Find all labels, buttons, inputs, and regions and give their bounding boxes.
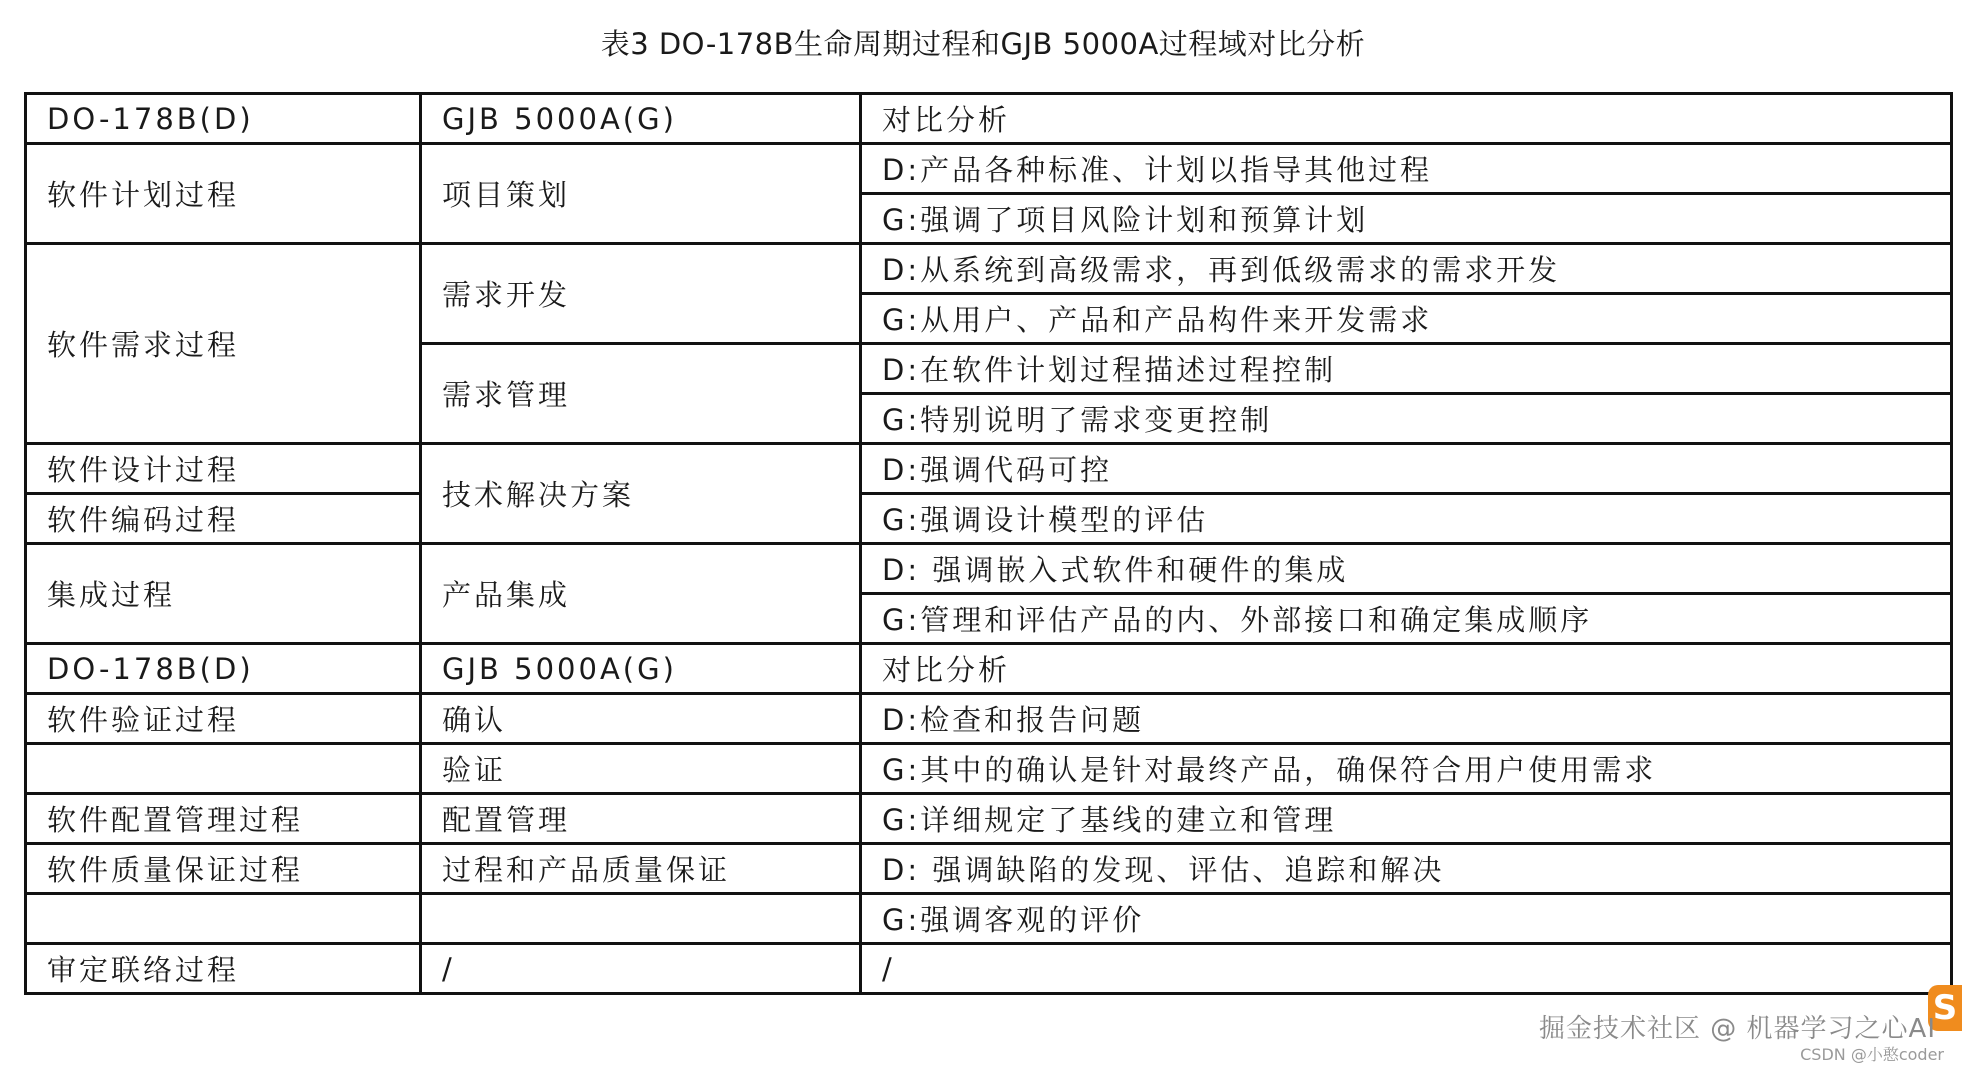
gjb-process-area-cell: 产品集成	[421, 544, 861, 644]
csdn-logo-icon: S	[1928, 985, 1962, 1031]
analysis-cell: D:产品各种标准、计划以指导其他过程	[861, 144, 1952, 194]
gjb-process-area-cell: 需求开发	[421, 244, 861, 344]
table-row	[26, 744, 1952, 794]
analysis-cell: /	[861, 944, 1952, 994]
gjb-process-area-cell: 过程和产品质量保证	[421, 844, 861, 894]
analysis-cell: G:强调客观的评价	[861, 894, 1952, 944]
do178b-process-cell: 集成过程	[26, 544, 421, 644]
analysis-cell: G:详细规定了基线的建立和管理	[861, 794, 1952, 844]
do178b-process-cell: 软件设计过程	[26, 444, 421, 494]
analysis-cell: D:在软件计划过程描述过程控制	[861, 344, 1952, 394]
table-header-row	[26, 94, 1952, 144]
header-cell-do178b: DO-178B(D)	[26, 94, 421, 144]
gjb-process-area-cell: 确认	[421, 694, 861, 744]
do178b-process-cell: 软件计划过程	[26, 144, 421, 244]
do178b-process-cell	[26, 744, 421, 794]
table-row	[26, 794, 1952, 844]
analysis-cell: G:管理和评估产品的内、外部接口和确定集成顺序	[861, 594, 1952, 644]
header-cell-analysis: 对比分析	[861, 644, 1952, 694]
table-row	[26, 944, 1952, 994]
table-caption: 表3 DO-178B生命周期过程和GJB 5000A过程域对比分析	[600, 27, 1366, 61]
analysis-cell: G:强调了项目风险计划和预算计划	[861, 194, 1952, 244]
do178b-process-cell: 软件验证过程	[26, 694, 421, 744]
table-row	[26, 844, 1952, 894]
gjb-process-area-cell: 验证	[421, 744, 861, 794]
table-row	[26, 894, 1952, 944]
gjb-process-area-cell	[421, 894, 861, 944]
comparison-table	[24, 92, 1953, 995]
header-cell-do178b: DO-178B(D)	[26, 644, 421, 694]
header-cell-gjb5000a: GJB 5000A(G)	[421, 94, 861, 144]
analysis-cell: D: 强调嵌入式软件和硬件的集成	[861, 544, 1952, 594]
analysis-cell: G:特别说明了需求变更控制	[861, 394, 1952, 444]
table-row	[26, 694, 1952, 744]
do178b-process-cell: 软件配置管理过程	[26, 794, 421, 844]
gjb-process-area-cell: 技术解决方案	[421, 444, 861, 544]
do178b-process-cell: 软件编码过程	[26, 494, 421, 544]
analysis-cell: D:强调代码可控	[861, 444, 1952, 494]
do178b-process-cell: 审定联络过程	[26, 944, 421, 994]
watermark-subtext: CSDN @小憨coder	[1800, 1045, 1944, 1064]
analysis-cell: D:检查和报告问题	[861, 694, 1952, 744]
analysis-cell: G:其中的确认是针对最终产品，确保符合用户使用需求	[861, 744, 1952, 794]
table-row	[26, 494, 1952, 544]
analysis-cell: D:从系统到高级需求，再到低级需求的需求开发	[861, 244, 1952, 294]
analysis-cell: D: 强调缺陷的发现、评估、追踪和解决	[861, 844, 1952, 894]
do178b-process-cell: 软件需求过程	[26, 244, 421, 444]
analysis-cell: G:强调设计模型的评估	[861, 494, 1952, 544]
header-cell-gjb5000a: GJB 5000A(G)	[421, 644, 861, 694]
gjb-process-area-cell: 需求管理	[421, 344, 861, 444]
analysis-cell: G:从用户、产品和产品构件来开发需求	[861, 294, 1952, 344]
gjb-process-area-cell: 配置管理	[421, 794, 861, 844]
watermark-text: 掘金技术社区 @ 机器学习之心AI	[1539, 1014, 1936, 1044]
do178b-process-cell	[26, 894, 421, 944]
gjb-process-area-cell: /	[421, 944, 861, 994]
table-row	[26, 144, 1952, 194]
do178b-process-cell: 软件质量保证过程	[26, 844, 421, 894]
table-repeated-header-row	[26, 644, 1952, 694]
header-cell-analysis: 对比分析	[861, 94, 1952, 144]
table-row	[26, 244, 1952, 294]
gjb-process-area-cell: 项目策划	[421, 144, 861, 244]
table-row	[26, 544, 1952, 594]
table-row	[26, 444, 1952, 494]
